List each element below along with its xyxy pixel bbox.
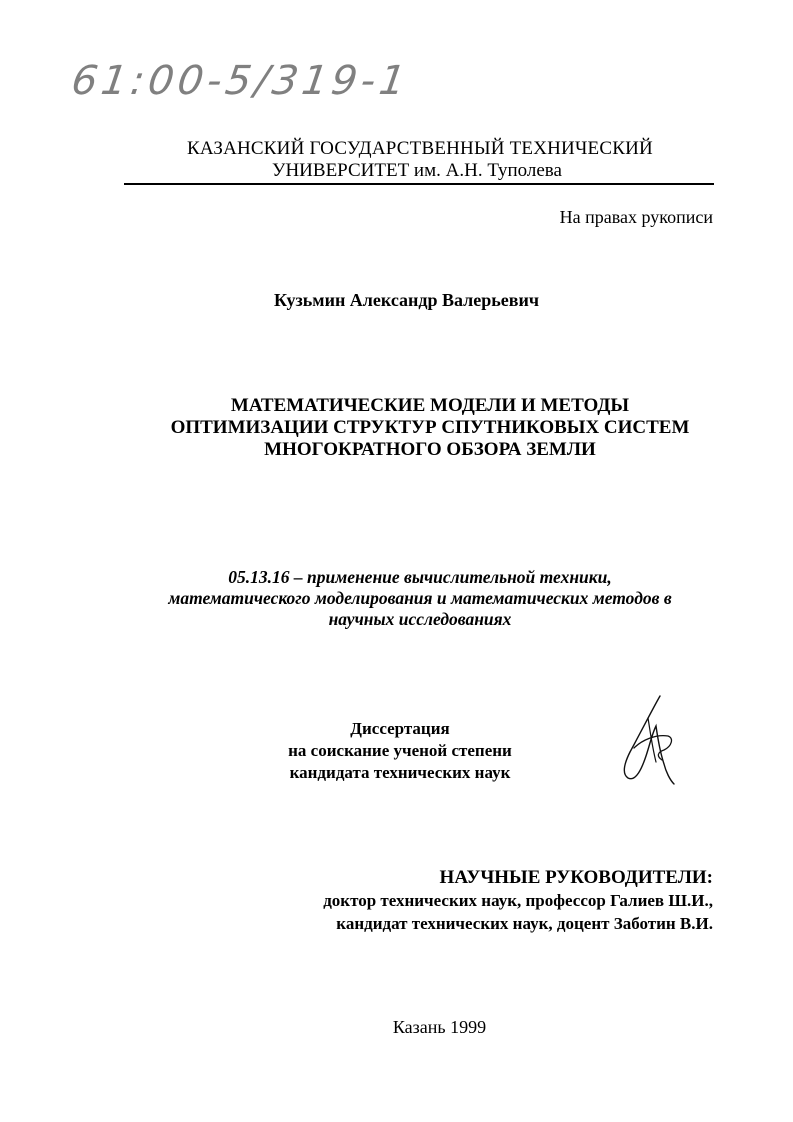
- degree-statement: [250, 718, 550, 784]
- university-name-line1: КАЗАНСКИЙ ГОСУДАРСТВЕННЫЙ ТЕХНИЧЕСКИЙ: [187, 138, 653, 159]
- supervisor-line: доктор технических наук, профессор Галиев Ш.И.,: [323, 891, 713, 910]
- specialty-line: математического моделирования и математических методов в: [168, 588, 672, 608]
- specialty-code: [130, 567, 710, 630]
- title-line: МНОГОКРАТНОГО ОБЗОРА ЗЕМЛИ: [264, 439, 596, 460]
- title-line: ОПТИМИЗАЦИИ СТРУКТУР СПУТНИКОВЫХ СИСТЕМ: [170, 417, 690, 438]
- degree-line: Диссертация: [350, 719, 450, 738]
- university-name-line2: УНИВЕРСИТЕТ им. А.Н. Туполева: [272, 160, 562, 181]
- archive-handwritten-mark: 61:00-5/319-1: [68, 58, 413, 104]
- author-name: Кузьмин Александр Валерьевич: [273, 290, 540, 310]
- title-line: МАТЕМАТИЧЕСКИЕ МОДЕЛИ И МЕТОДЫ: [230, 395, 630, 416]
- handwritten-signature: [612, 690, 682, 790]
- header-divider: [124, 183, 714, 185]
- city-year: Казань 1999: [392, 1017, 487, 1037]
- dissertation-title: [140, 395, 720, 461]
- supervisor-line: кандидат технических наук, доцент Заботин В.И.: [336, 914, 713, 933]
- degree-line: на соискание ученой степени: [288, 741, 512, 760]
- specialty-line: 05.13.16 – применение вычислительной техники,: [228, 567, 612, 587]
- degree-line: кандидата технических наук: [289, 763, 511, 782]
- manuscript-rights-note: На правах рукописи: [559, 207, 713, 227]
- scientific-supervisors: [323, 866, 713, 935]
- specialty-line: научных исследованиях: [328, 609, 512, 629]
- supervisors-heading: НАУЧНЫЕ РУКОВОДИТЕЛИ:: [439, 867, 713, 888]
